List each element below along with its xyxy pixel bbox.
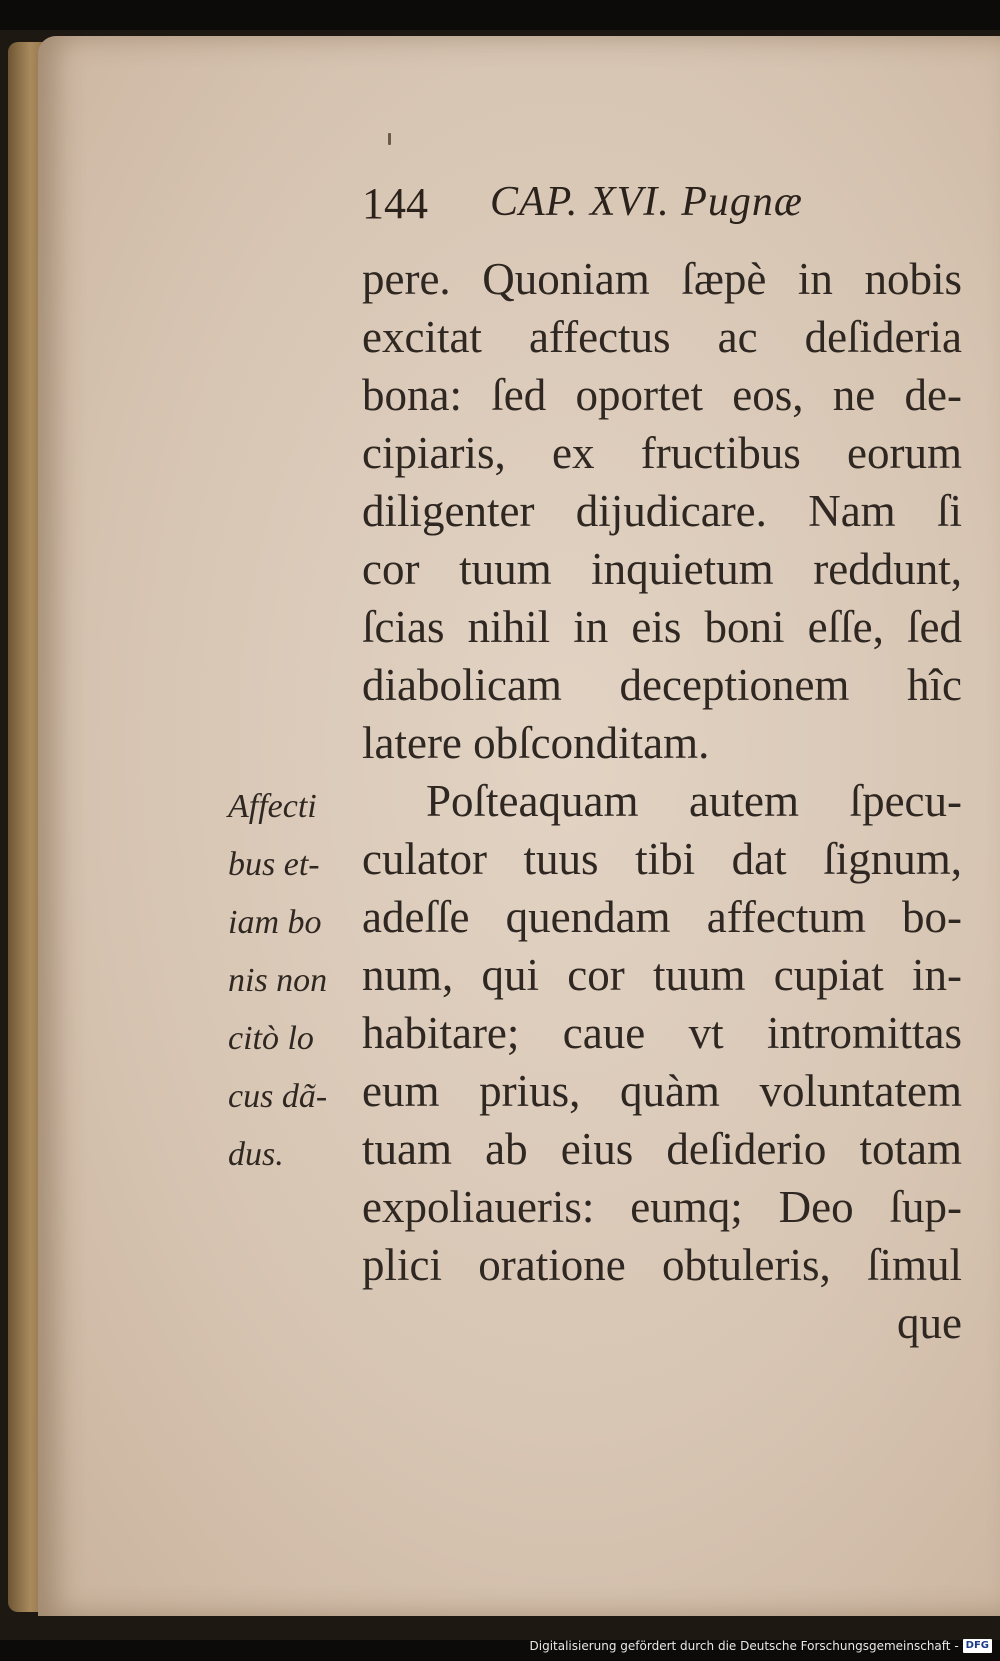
ink-mark — [388, 133, 391, 145]
text-line: num, qui cor tuum cupiat in- — [362, 950, 962, 1000]
text-line: latere obſconditam. — [362, 718, 710, 768]
credit-text: Digitalisierung gefördert durch die Deutsche Forschungsgemeinschaft - — [529, 1639, 959, 1653]
text-line: ſcias nihil in eis boni eſſe, ſed — [362, 602, 962, 652]
text-line: diabolicam deceptionem hîc — [362, 660, 962, 710]
margin-note-line: nis non — [228, 962, 328, 999]
margin-note — [228, 778, 348, 1184]
text-line: cor tuum inquietum reddunt, — [362, 544, 962, 594]
running-title: CAP. XVI. Pugnæ — [490, 179, 803, 225]
text-line: excitat affectus ac deſideria — [362, 312, 962, 362]
margin-note-line: cus dã- — [228, 1078, 328, 1115]
digitization-credit — [530, 1635, 993, 1657]
body-text — [362, 250, 962, 1352]
text-line: pere. Quoniam ſæpè in nobis — [362, 254, 962, 304]
margin-note-line: citò lo — [228, 1020, 314, 1057]
text-line: habitare; caue vt intromittas — [362, 1008, 962, 1058]
margin-note-line: dus. — [228, 1136, 284, 1173]
text-line: tuam ab eius deſiderio totam — [362, 1124, 962, 1174]
dfg-logo: DFG — [963, 1639, 992, 1653]
text-line: Poſteaquam autem ſpecu- — [426, 776, 962, 826]
page-number: 144 — [362, 179, 428, 228]
text-line: expoliaueris: eumq; Deo ſup- — [362, 1182, 962, 1232]
catchword: que — [897, 1298, 962, 1348]
text-line: cipiaris, ex fructibus eorum — [362, 428, 962, 478]
margin-note-line: Affecti — [228, 788, 317, 825]
text-line: culator tuus tibi dat ſignum, — [362, 834, 962, 884]
text-line: diligenter dijudicare. Nam ſi — [362, 486, 962, 536]
text-line: adeſſe quendam affectum bo- — [362, 892, 962, 942]
margin-note-line: iam bo — [228, 904, 322, 941]
text-line: bona: ſed oportet eos, ne de- — [362, 370, 962, 420]
text-line: plici oratione obtuleris, ſimul — [362, 1240, 962, 1290]
text-line: eum prius, quàm voluntatem — [362, 1066, 962, 1116]
margin-note-line: bus et- — [228, 846, 320, 883]
